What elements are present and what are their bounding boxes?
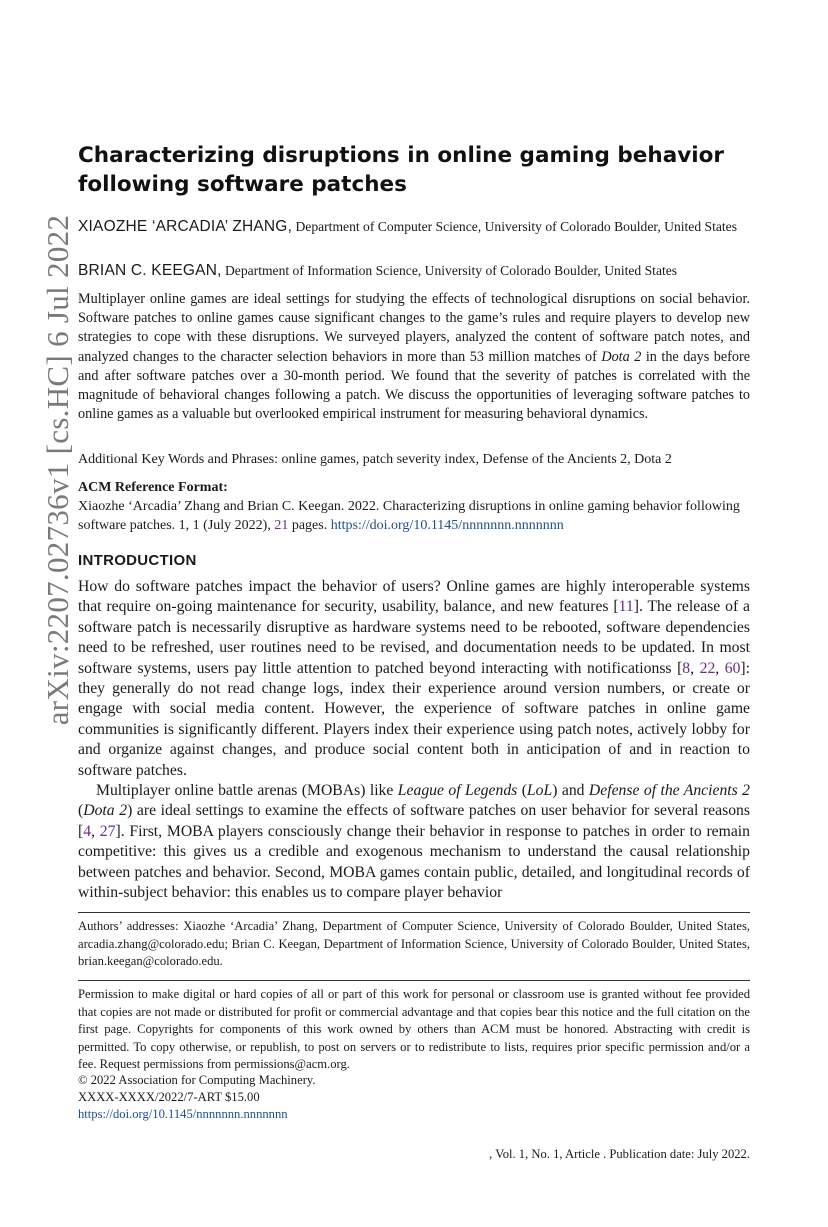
footer-doi-line xyxy=(78,1106,750,1124)
page-footer: , Vol. 1, No. 1, Article . Publication date: July 2022. xyxy=(489,1147,750,1161)
author-name: BRIAN C. KEEGAN, xyxy=(78,262,222,279)
citation-link[interactable]: 4 xyxy=(83,822,92,840)
footnote-divider xyxy=(78,912,750,913)
footer-doi-link[interactable]: https://doi.org/10.1145/nnnnnnn.nnnnnnn xyxy=(78,1107,288,1121)
authors-addresses: Authors’ addresses: Xiaozhe ‘Arcadia’ Zhang, Department of Computer Science, University of Colorado Boulder, United States, arcadia.zhang@colorado.edu; Brian C. Keegan, Department of Information Science, University of Colorado Boulder, United States, brian.keegan@colorado.edu. xyxy=(78,919,750,968)
author-affiliation: Department of Information Science, University of Colorado Boulder, United States xyxy=(221,263,678,278)
author-1 xyxy=(78,216,750,237)
section-heading: INTRODUCTION xyxy=(78,552,197,569)
pages-link[interactable]: 21 xyxy=(274,518,289,533)
paragraph: Multiplayer online battle arenas (MOBAs) like League of Legends (LoL) and Defense of the Ancients 2 (Dota 2) are ideal settings to examine the effects of software patches on user behavior for several reasons [4, 27]. First, MOBA players consciously change their behavior in response to patches in order to remain competitive: this gives us a credible and exogenous mechanism to understand the causal relationship between patches and behavior. Second, MOBA games contain public, detailed, and longitudinal records of within-subject behavior: this enables us to compare player behavior xyxy=(78,782,751,902)
citation-link[interactable]: 8 xyxy=(682,659,691,677)
acm-reference-heading: ACM Reference Format: xyxy=(78,480,228,495)
permission-divider xyxy=(78,980,750,981)
doi-link[interactable]: https://doi.org/10.1145/nnnnnnn.nnnnnnn xyxy=(330,518,564,533)
author-affiliation: Department of Computer Science, University of Colorado Boulder, United States xyxy=(292,219,738,234)
keywords: Additional Key Words and Phrases: online games, patch severity index, Defense of the Ancients 2, Dota 2 xyxy=(78,452,672,467)
copyright-line: © 2022 Association for Computing Machinery. xyxy=(78,1073,316,1087)
arxiv-identifier: arXiv:2207.02736v1 [cs.HC] 6 Jul 2022 xyxy=(40,214,75,726)
author-2 xyxy=(78,260,750,281)
citation-link[interactable]: 27 xyxy=(99,822,116,840)
permission-notice: Permission to make digital or hard copies of all or part of this work for personal or classroom use is granted without fee provided that copies are not made or distributed for profit or commercial advantage and that copies bear this notice and the full citation on the first page. Copyrights for components of this work owned by others than ACM must be honored. Abstracting with credit is permitted. To copy otherwise, or republish, to post on servers or to redistribute to lists, requires prior specific permission and/or a fee. Request permissions from permissions@acm.org. xyxy=(78,987,750,1071)
citation-link[interactable]: 22 xyxy=(699,659,716,677)
citation-link[interactable]: 60 xyxy=(724,659,741,677)
paragraph: How do software patches impact the behavior of users? Online games are highly interoperable systems that require on-going maintenance for security, usability, balance, and new features [11]. The release of a software patch is necessarily disruptive as hardware systems need to be rebooted, software dependencies need to be refreshed, user routines need to be revised, and documentation needs to be updated. In most software systems, users pay little attention to patched beyond interacting with notificationss [8, 22, 60]: they generally do not read change logs, index their experience around version numbers, or create or engage with social media content. However, the experience of software patches in online game communities is significantly different. Players index their experience using patch notes, actively lobby for and organize against changes, and produce social content both in anticipation of and in reaction to software patches. xyxy=(78,578,751,779)
paper-title: Characterizing disruptions in online gaming behavior following software patches xyxy=(78,143,724,197)
citation-link[interactable]: 11 xyxy=(618,598,634,616)
price-line: XXXX-XXXX/2022/7-ART $15.00 xyxy=(78,1090,260,1104)
abstract: Multiplayer online games are ideal settings for studying the effects of technological disruptions on social behavior. Software patches to online games cause significant changes to the game’s rules and require players to develop new strategies to cope with these disruptions. We surveyed players, analyzed the content of software patch notes, and analyzed changes to the character selection behaviors in more than 53 million matches of Dota 2 in the days before and after software patches over a 30-month period. We found that the severity of patches is correlated with the magnitude of behavioral changes following a patch. We discuss the opportunities of leveraging software patches to online games as a valuable but overlooked empirical instrument for measuring behavioral dynamics. xyxy=(78,291,750,423)
introduction-body xyxy=(78,577,750,904)
author-name: XIAOZHE ‘ARCADIA’ ZHANG, xyxy=(78,218,293,235)
acm-reference-text: Xiaozhe ‘Arcadia’ Zhang and Brian C. Keegan. 2022. Characterizing disruptions in online gaming behavior following software patches. 1, 1 (July 2022), 21 pages. https://doi.org/10.1145/nnnnnnn.nnnnnnn xyxy=(78,499,740,533)
